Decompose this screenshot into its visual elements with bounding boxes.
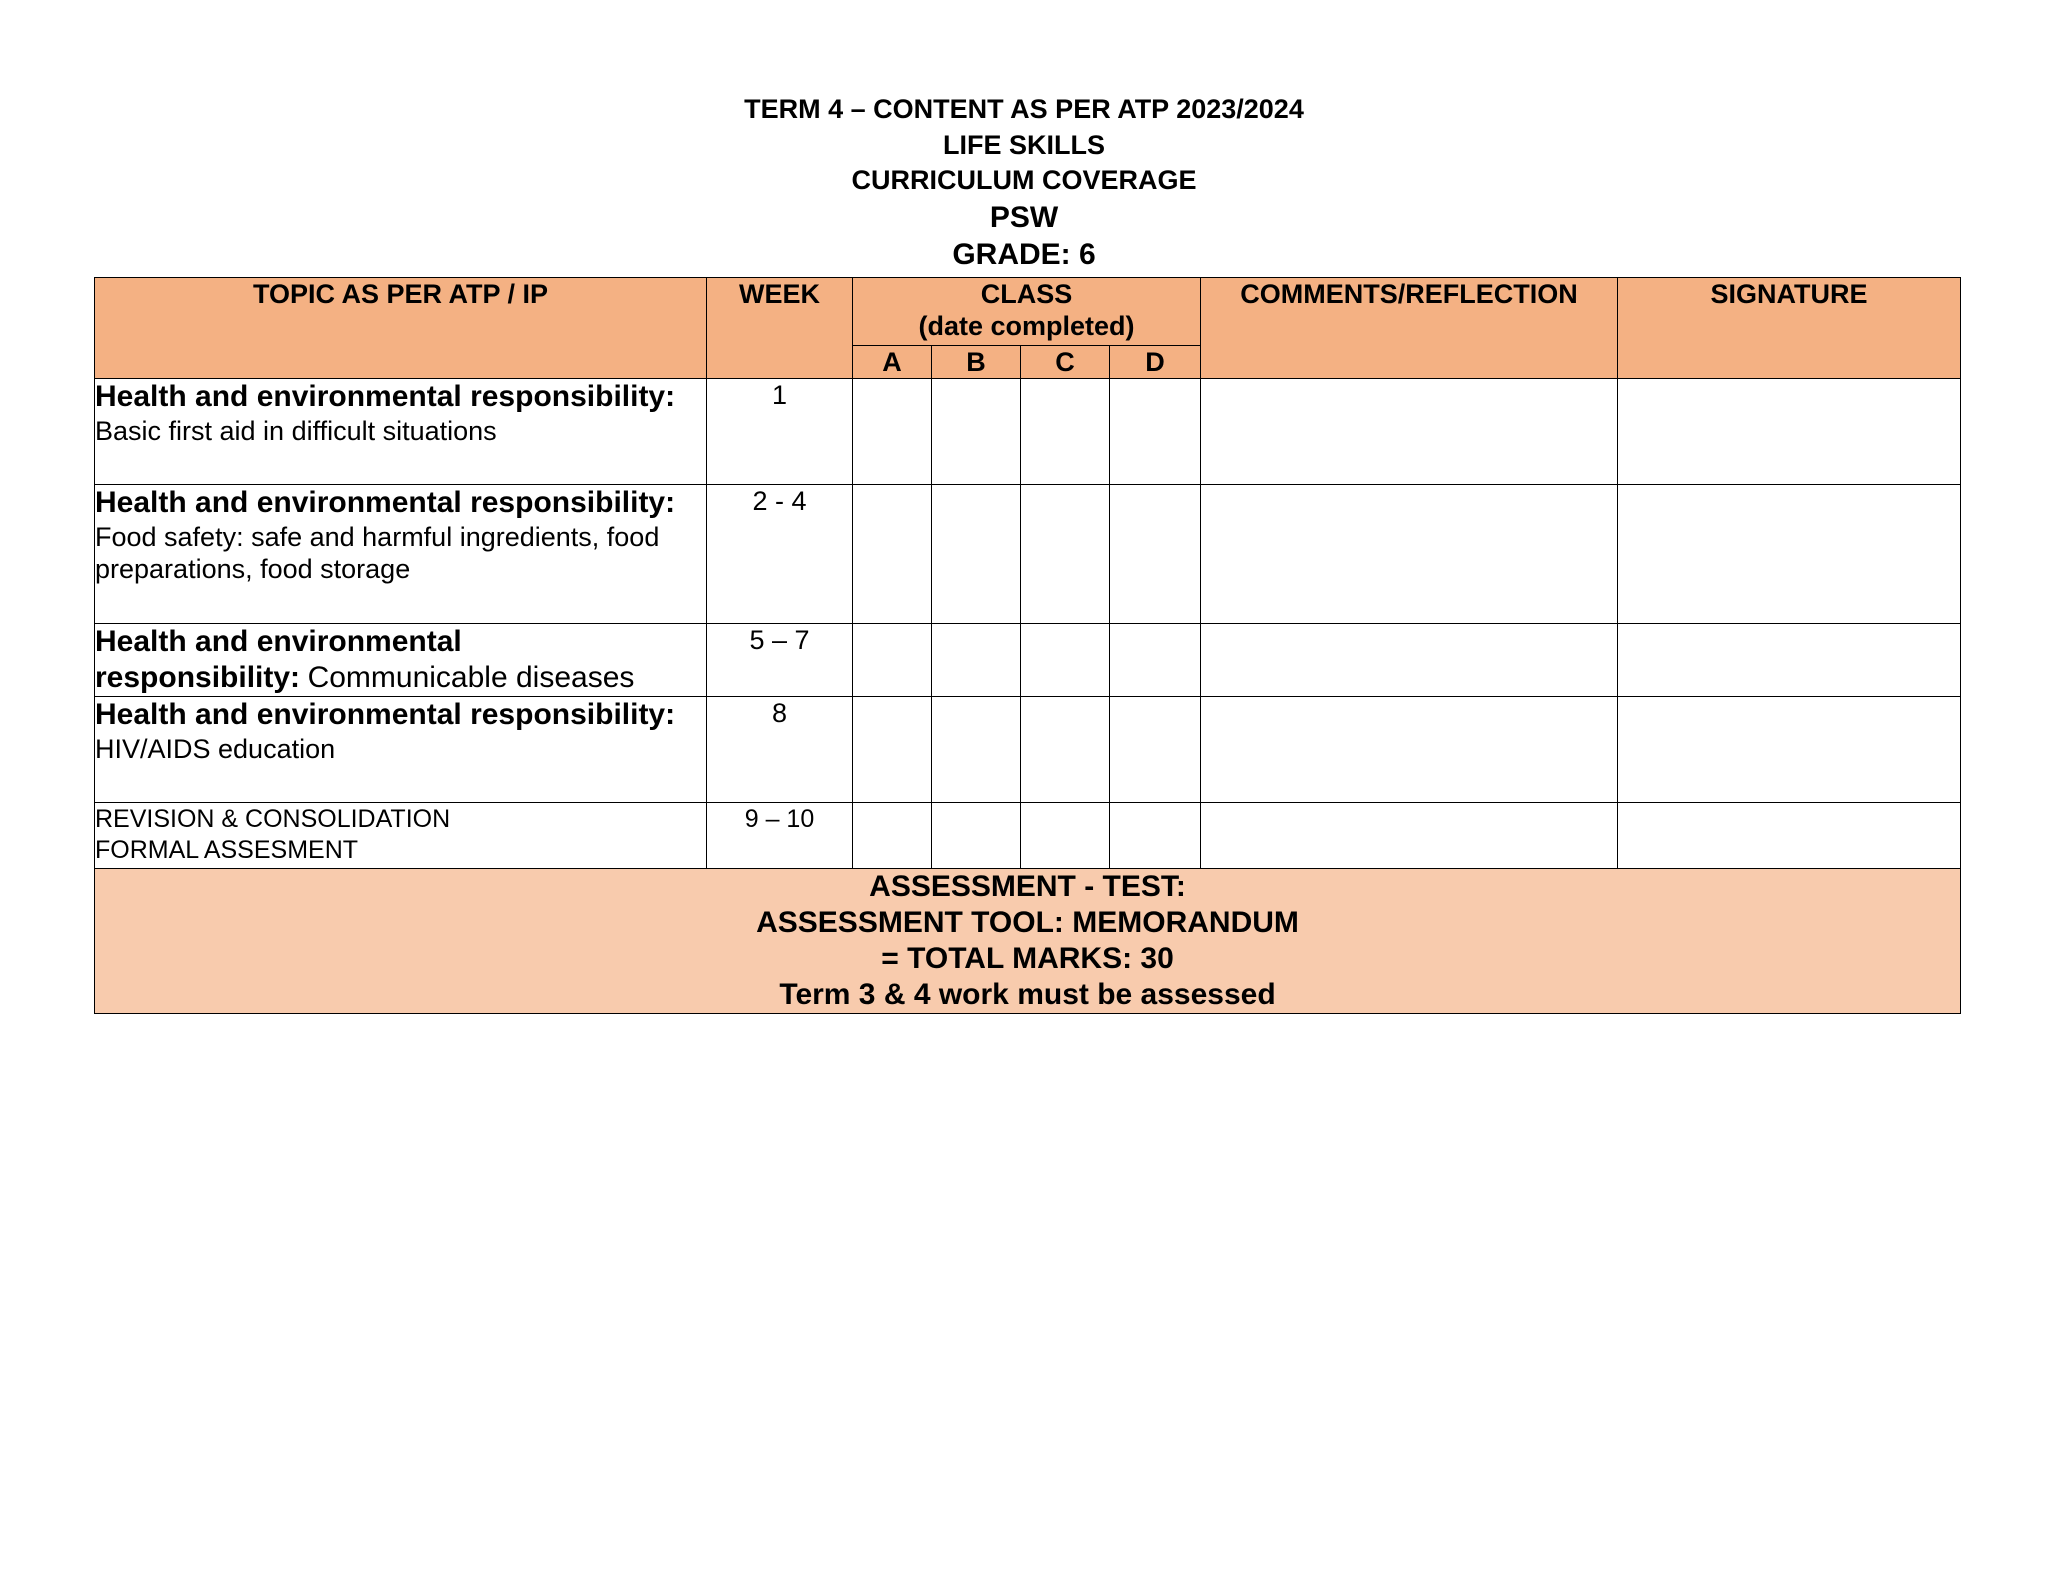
class-a-cell[interactable] xyxy=(853,697,932,803)
class-a-cell[interactable] xyxy=(853,485,932,624)
week-cell: 9 – 10 xyxy=(707,803,853,869)
comments-cell[interactable] xyxy=(1201,697,1618,803)
title-subject: LIFE SKILLS xyxy=(943,129,1105,160)
header-comments: COMMENTS/REFLECTION xyxy=(1201,278,1618,379)
document-title-block xyxy=(0,92,2048,273)
class-d-cell[interactable] xyxy=(1110,379,1201,485)
signature-cell[interactable] xyxy=(1618,379,1961,485)
topic-desc: Food safety: safe and harmful ingredients, food preparations, food storage xyxy=(95,522,660,584)
assessment-line: = TOTAL MARKS: 30 xyxy=(881,942,1174,975)
class-b-cell[interactable] xyxy=(932,379,1021,485)
table-row xyxy=(95,803,1961,869)
class-d-cell[interactable] xyxy=(1110,485,1201,624)
header-week: WEEK xyxy=(707,278,853,379)
assessment-line: ASSESSMENT TOOL: MEMORANDUM xyxy=(756,906,1299,939)
class-a-cell[interactable] xyxy=(853,379,932,485)
class-c-cell[interactable] xyxy=(1021,485,1110,624)
class-a-cell[interactable] xyxy=(853,624,932,697)
comments-cell[interactable] xyxy=(1201,803,1618,869)
topic-cell xyxy=(95,485,707,624)
class-c-cell[interactable] xyxy=(1021,624,1110,697)
assessment-row xyxy=(95,869,1961,1014)
week-cell: 1 xyxy=(707,379,853,485)
class-c-cell[interactable] xyxy=(1021,803,1110,869)
table-row xyxy=(95,697,1961,803)
header-topic: TOPIC AS PER ATP / IP xyxy=(95,278,707,379)
comments-cell[interactable] xyxy=(1201,485,1618,624)
topic-desc: Communicable diseases xyxy=(307,661,635,694)
class-d-cell[interactable] xyxy=(1110,803,1201,869)
title-term: TERM 4 – CONTENT AS PER ATP 2023/2024 xyxy=(744,94,1304,124)
topic-cell xyxy=(95,379,707,485)
topic-desc: Basic first aid in difficult situations xyxy=(95,416,497,446)
header-class-label: CLASS xyxy=(980,279,1073,309)
header-class-sub: (date completed) xyxy=(918,311,1135,341)
assessment-line: ASSESSMENT - TEST: xyxy=(869,870,1186,903)
title-grade: GRADE: 6 xyxy=(952,237,1096,271)
week-cell: 8 xyxy=(707,697,853,803)
topic-line: FORMAL ASSESMENT xyxy=(95,836,359,864)
header-class xyxy=(853,278,1201,346)
header-class-c: C xyxy=(1021,346,1110,379)
week-cell: 5 – 7 xyxy=(707,624,853,697)
class-b-cell[interactable] xyxy=(932,697,1021,803)
assessment-line: Term 3 & 4 work must be assessed xyxy=(779,978,1276,1011)
class-d-cell[interactable] xyxy=(1110,624,1201,697)
table-row xyxy=(95,379,1961,485)
topic-cell xyxy=(95,624,707,697)
class-b-cell[interactable] xyxy=(932,624,1021,697)
curriculum-coverage-table xyxy=(94,277,1961,1014)
topic-bold: Health and environmental responsibility: xyxy=(95,486,676,519)
topic-cell xyxy=(95,803,707,869)
comments-cell[interactable] xyxy=(1201,379,1618,485)
class-c-cell[interactable] xyxy=(1021,379,1110,485)
signature-cell[interactable] xyxy=(1618,697,1961,803)
header-class-d: D xyxy=(1110,346,1201,379)
signature-cell[interactable] xyxy=(1618,624,1961,697)
class-b-cell[interactable] xyxy=(932,485,1021,624)
assessment-cell xyxy=(95,869,1961,1014)
table-row xyxy=(95,485,1961,624)
class-b-cell[interactable] xyxy=(932,803,1021,869)
header-class-a: A xyxy=(853,346,932,379)
topic-line: REVISION & CONSOLIDATION xyxy=(95,805,451,833)
header-signature: SIGNATURE xyxy=(1618,278,1961,379)
signature-cell[interactable] xyxy=(1618,485,1961,624)
class-a-cell[interactable] xyxy=(853,803,932,869)
topic-bold: Health and environmental responsibility: xyxy=(95,698,676,731)
topic-bold: Health and environmental responsibility: xyxy=(95,380,676,413)
table-row xyxy=(95,624,1961,697)
week-cell: 2 - 4 xyxy=(707,485,853,624)
header-class-b: B xyxy=(932,346,1021,379)
topic-cell xyxy=(95,697,707,803)
title-coverage: CURRICULUM COVERAGE xyxy=(851,165,1197,195)
class-d-cell[interactable] xyxy=(1110,697,1201,803)
signature-cell[interactable] xyxy=(1618,803,1961,869)
topic-bold: Health and environmental xyxy=(95,625,462,658)
class-c-cell[interactable] xyxy=(1021,697,1110,803)
comments-cell[interactable] xyxy=(1201,624,1618,697)
title-school: PSW xyxy=(989,200,1059,234)
topic-desc: HIV/AIDS education xyxy=(95,734,336,764)
topic-bold-cont: responsibility: xyxy=(95,661,301,694)
